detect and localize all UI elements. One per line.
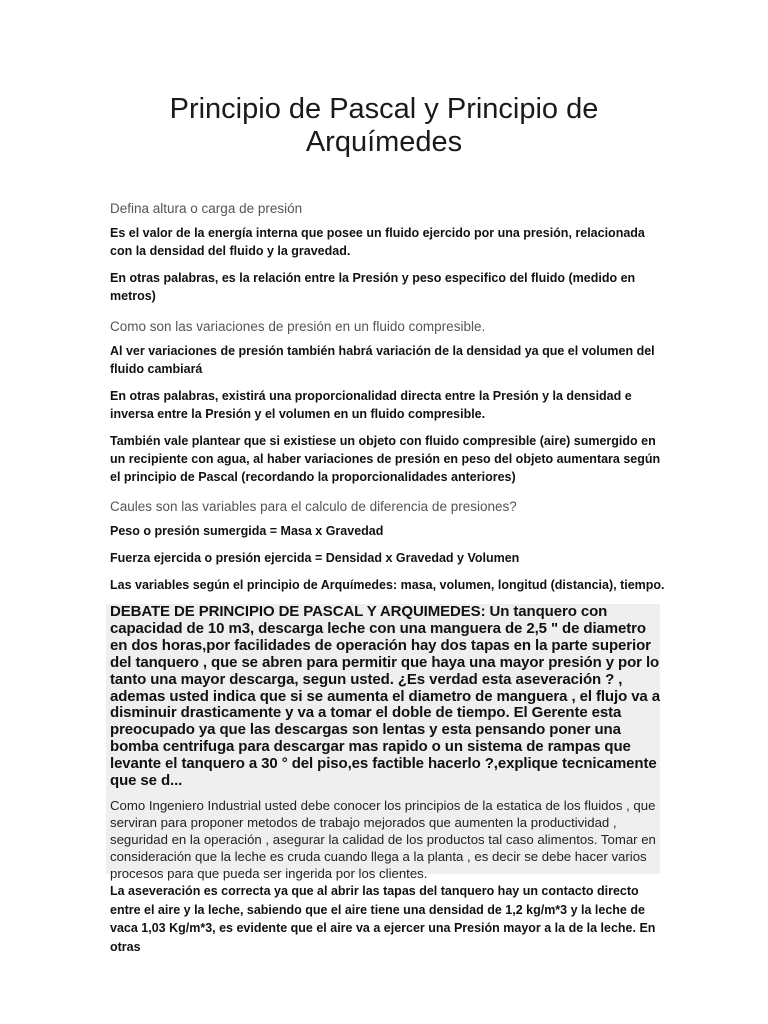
- section-3-paragraph-3: Las variables según el principio de Arquímedes: masa, volumen, longitud (distancia), tiempo.: [110, 578, 665, 592]
- section-3-paragraph-2: Fuerza ejercida o presión ejercida = Densidad x Gravedad y Volumen: [110, 551, 520, 565]
- section-2-question: Como son las variaciones de presión en un fluido compresible.: [110, 319, 486, 334]
- debate-context: Como Ingeniero Industrial usted debe conocer los principios de la estatica de los fluidos , que serviran para proponer metodos de trabajo mejorados que aumenten la productividad , seguridad en la operación , asegurar la calidad de los productos tal caso alimentos. Tomar en consideración que la leche es cruda cuando llega a la planta , es decir se debe hacer varios procesos para que pueda ser ingerida por los clientes.: [110, 798, 656, 881]
- section-1-question: Defina altura o carga de presión: [110, 201, 303, 216]
- section-1-paragraph-1: Es el valor de la energía interna que posee un fluido ejercido por una presión, relacionada con la densidad del fluido y la gravedad.: [110, 226, 645, 258]
- debate-prompt: DEBATE DE PRINCIPIO DE PASCAL Y ARQUIMEDES: Un tanquero con capacidad de 10 m3, descarga leche con una manguera de 2,5 " de diametro en dos horas,por facilidades de operación hay dos tapas en la parte superior del tanquero , que se abren para permitir que haya una mayor presión y por lo tanto una mayor descarga, segun usted. ¿Es verdad esta aseveración ? , ademas usted indica que si se aumenta el diametro de manguera , el flujo va a disminuir drasticamente y va a tomar el doble de tiempo. El Gerente esta preocupado ya que las descargas son lentas y esta pensando poner una bomba centrifuga para descargar mas rapido o un sistema de rampas que levante el tanquero a 30 ° del piso,es factible hacerlo ?,explique tecnicamente que se d...: [110, 603, 660, 790]
- page-title-line-1: Principio de Pascal y Principio de: [169, 93, 599, 125]
- page-title: [0, 93, 768, 159]
- section-3-question: Caules son las variables para el calculo de diferencia de presiones?: [110, 499, 517, 514]
- section-2-paragraph-2: En otras palabras, existirá una proporcionalidad directa entre la Presión y la densidad e inversa entre la Presión y el volumen en un fluido compresible.: [110, 389, 632, 421]
- answer-paragraph: La aseveración es correcta ya que al abrir las tapas del tanquero hay un contacto directo entre el aire y la leche, sabiendo que el aire tiene una densidad de 1,2 kg/m*3 y la leche de vaca 1,03 Kg/m*3, es evidente que el aire va a ejercer una Presión mayor a la de la leche. En otras: [110, 884, 656, 954]
- debate-box: [106, 603, 660, 881]
- section-3-paragraph-1: Peso o presión sumergida = Masa x Gravedad: [110, 524, 384, 538]
- section-2-paragraph-3: También vale plantear que si existiese un objeto con fluido compresible (aire) sumergido en un recipiente con agua, al haber variaciones de presión en peso del objeto aumentara según el principio de Pascal (recordando la proporcionalidades anteriores): [110, 434, 661, 484]
- page-title-line-2: Arquímedes: [305, 126, 463, 158]
- section-2-paragraph-1: Al ver variaciones de presión también habrá variación de la densidad ya que el volumen del fluido cambiará: [110, 344, 655, 376]
- section-1-paragraph-2: En otras palabras, es la relación entre la Presión y peso especifico del fluido (medido en metros): [110, 271, 636, 303]
